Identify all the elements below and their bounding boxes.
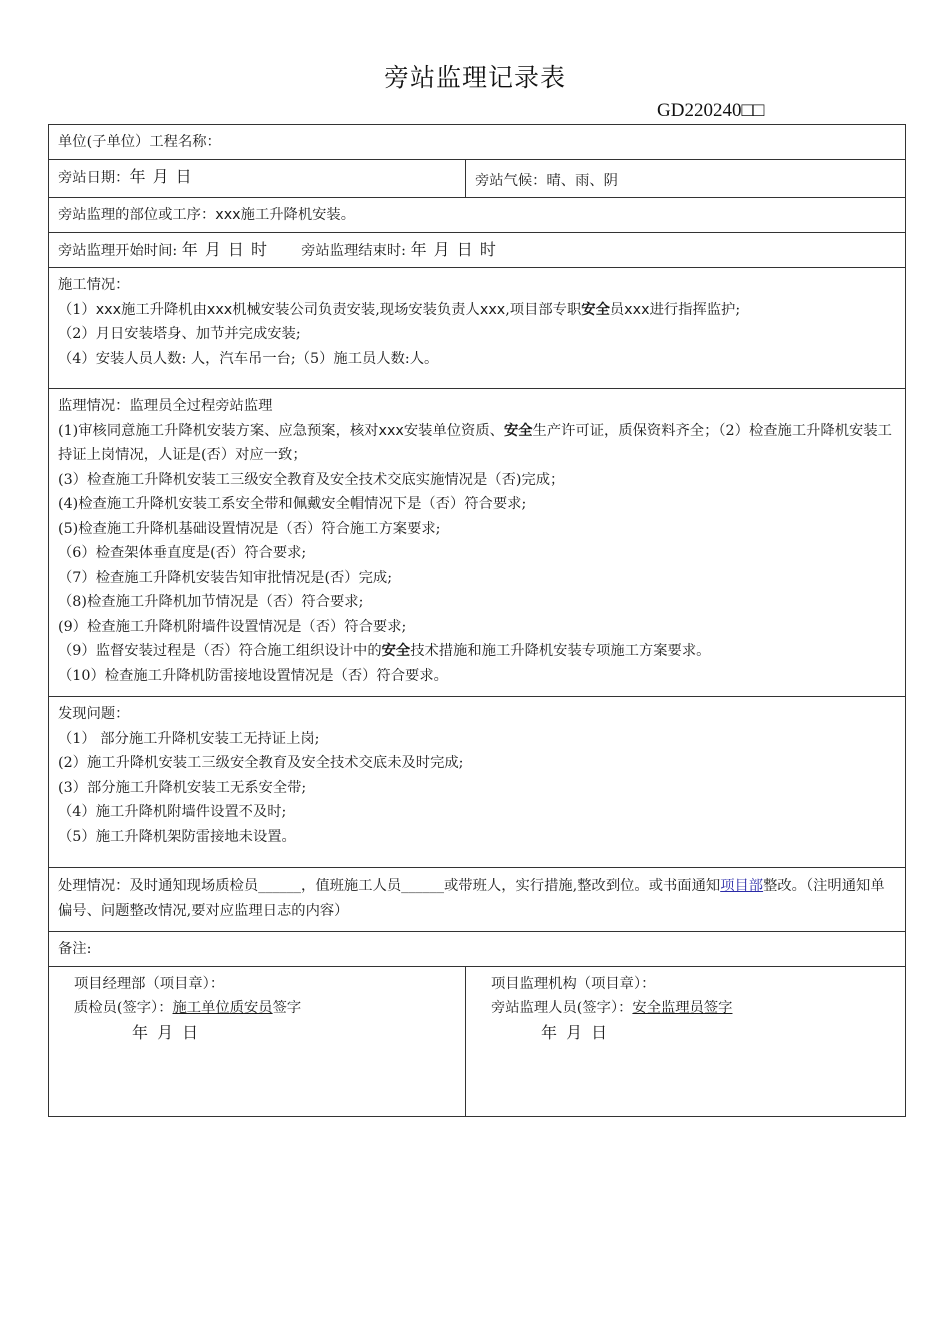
row-supervised-part [49,198,906,233]
supervision-item-3: (3）检查施工升降机安装工三级安全教育及安全技术交底实施情况是（否)完成； [58,471,565,488]
supervision-item-9b: （9）监督安装过程是（否）符合施工组织设计中的安全技术措施和施工升降机安装专项施工方案要求。 [58,643,711,659]
row-remarks [49,932,906,967]
supervision-item-4: (4)检查施工升降机安装工系安全带和佩戴安全帽情况下是（否）符合要求; [58,496,527,512]
handling-cell[interactable] [49,868,906,932]
date-label: 旁站日期： [58,169,130,186]
supervised-part-cell[interactable] [49,198,906,233]
document-code: GD220240□□ [657,100,765,121]
supervision-time-cell[interactable] [49,232,906,268]
remarks-label: 备注: [58,941,92,957]
weather-value: 晴、雨、阴 [546,172,618,189]
quality-inspector-value[interactable]: 施工单位质安员 [172,1000,273,1016]
row-problems [49,697,906,868]
construction-cell[interactable] [49,268,906,389]
row-signatures [49,966,906,1116]
page-title: 旁站监理记录表 [383,63,566,92]
handling-text: 处理情况：及时通知现场质检员______，值班施工人员______或带班人，实行措施,整改到位。或书面通知项目部整改。（注明通知单偏号、问题整改情况,要对应监理日志的内容） [58,878,885,919]
supervision-item-6: （6）检查架体垂直度是(否）符合要求; [58,545,307,561]
sign-right-cell[interactable] [466,966,906,1116]
date-value: 年 月 日 [129,166,193,186]
row-supervision-time [49,232,906,268]
supervision-cell[interactable] [49,389,906,697]
problems-heading: 发现问题： [58,706,130,722]
weather-cell[interactable] [466,159,906,198]
problem-item-2: (2）施工升降机安装工三级安全教育及安全技术交底未及时完成; [58,755,464,771]
problem-item-3: (3）部分施工升降机安装工无系安全带; [58,779,307,796]
sign-left-date: 年 月 日 [132,1022,201,1042]
supervised-part-prefix: xxx [215,207,241,223]
supervision-org-label: 项目监理机构（项目章）： [491,975,656,992]
construction-item-1: （1）xxx施工升降机由xxx机械安装公司负责安装,现场安装负责人xxx,项目部专职安全员xxx进行指挥监护; [58,301,741,318]
start-time-value: 年 月 日 时 [181,239,269,259]
row-date-weather [49,159,906,198]
project-dept-link[interactable]: 项目部 [720,878,764,894]
row-construction [49,268,906,389]
weather-label: 旁站气候： [475,172,547,189]
problem-item-4: （4）施工升降机附墙件设置不及时; [58,804,287,820]
end-time-label: 旁站监理结束时: [301,242,407,259]
row-project-name [49,125,906,160]
supervisor-signature: 旁站监理人员(签字）：安全监理员签字 [491,1000,733,1016]
problem-item-1: （1） 部分施工升降机安装工无持证上岗; [58,730,320,747]
date-cell[interactable] [49,159,466,198]
start-time-label: 旁站监理开始时间: [58,242,178,259]
supervised-part-label: 旁站监理的部位或工序： [58,207,216,223]
problem-item-5: （5）施工升降机架防雷接地未设置。 [58,828,296,845]
supervision-item-8: （8)检查施工升降机加节情况是（否）符合要求; [58,594,364,610]
row-handling [49,868,906,932]
construction-heading: 施工情况： [58,277,130,293]
sign-right-date: 年 月 日 [541,1022,610,1042]
problems-cell[interactable] [49,697,906,868]
sign-left-cell[interactable] [49,966,466,1116]
supervision-item-1-2: (1)审核同意施工升降机安装方案、应急预案，核对xxx安装单位资质、安全生产许可证，质保资料齐全；（2）检查施工升降机安装工持证上岗情况，人证是(否）对应一致； [58,422,892,463]
supervision-record-table [48,124,906,1117]
supervised-part-text: 施工升降机安装。 [240,207,356,223]
construction-item-2: （2）月日安装塔身、加节并完成安装; [58,326,301,342]
project-name-label: 单位(子单位）工程名称： [58,134,221,150]
remarks-cell[interactable] [49,932,906,967]
supervision-heading: 监理情况：监理员全过程旁站监理 [58,398,273,414]
project-name-cell[interactable] [49,125,906,160]
supervision-item-9a: (9）检查施工升降机附墙件设置情况是（否）符合要求; [58,618,407,635]
construction-item-3: （4）安装人员人数: 人，汽车吊一台;（5）施工员人数:人。 [58,350,439,367]
supervision-item-10: （10）检查施工升降机防雷接地设置情况是（否）符合要求。 [58,667,448,684]
row-supervision [49,389,906,697]
supervision-item-5: (5)检查施工升降机基础设置情况是（否）符合施工方案要求; [58,520,441,537]
project-manager-dept-label: 项目经理部（项目章）： [74,975,225,992]
quality-inspector-signature: 质检员(签字）：施工单位质安员签字 [74,1000,302,1016]
supervision-item-7: （7）检查施工升降机安装告知审批情况是(否）完成; [58,569,393,586]
end-time-value: 年 月 日 时 [410,239,497,259]
supervisor-value[interactable]: 安全监理员签字 [632,1000,733,1016]
